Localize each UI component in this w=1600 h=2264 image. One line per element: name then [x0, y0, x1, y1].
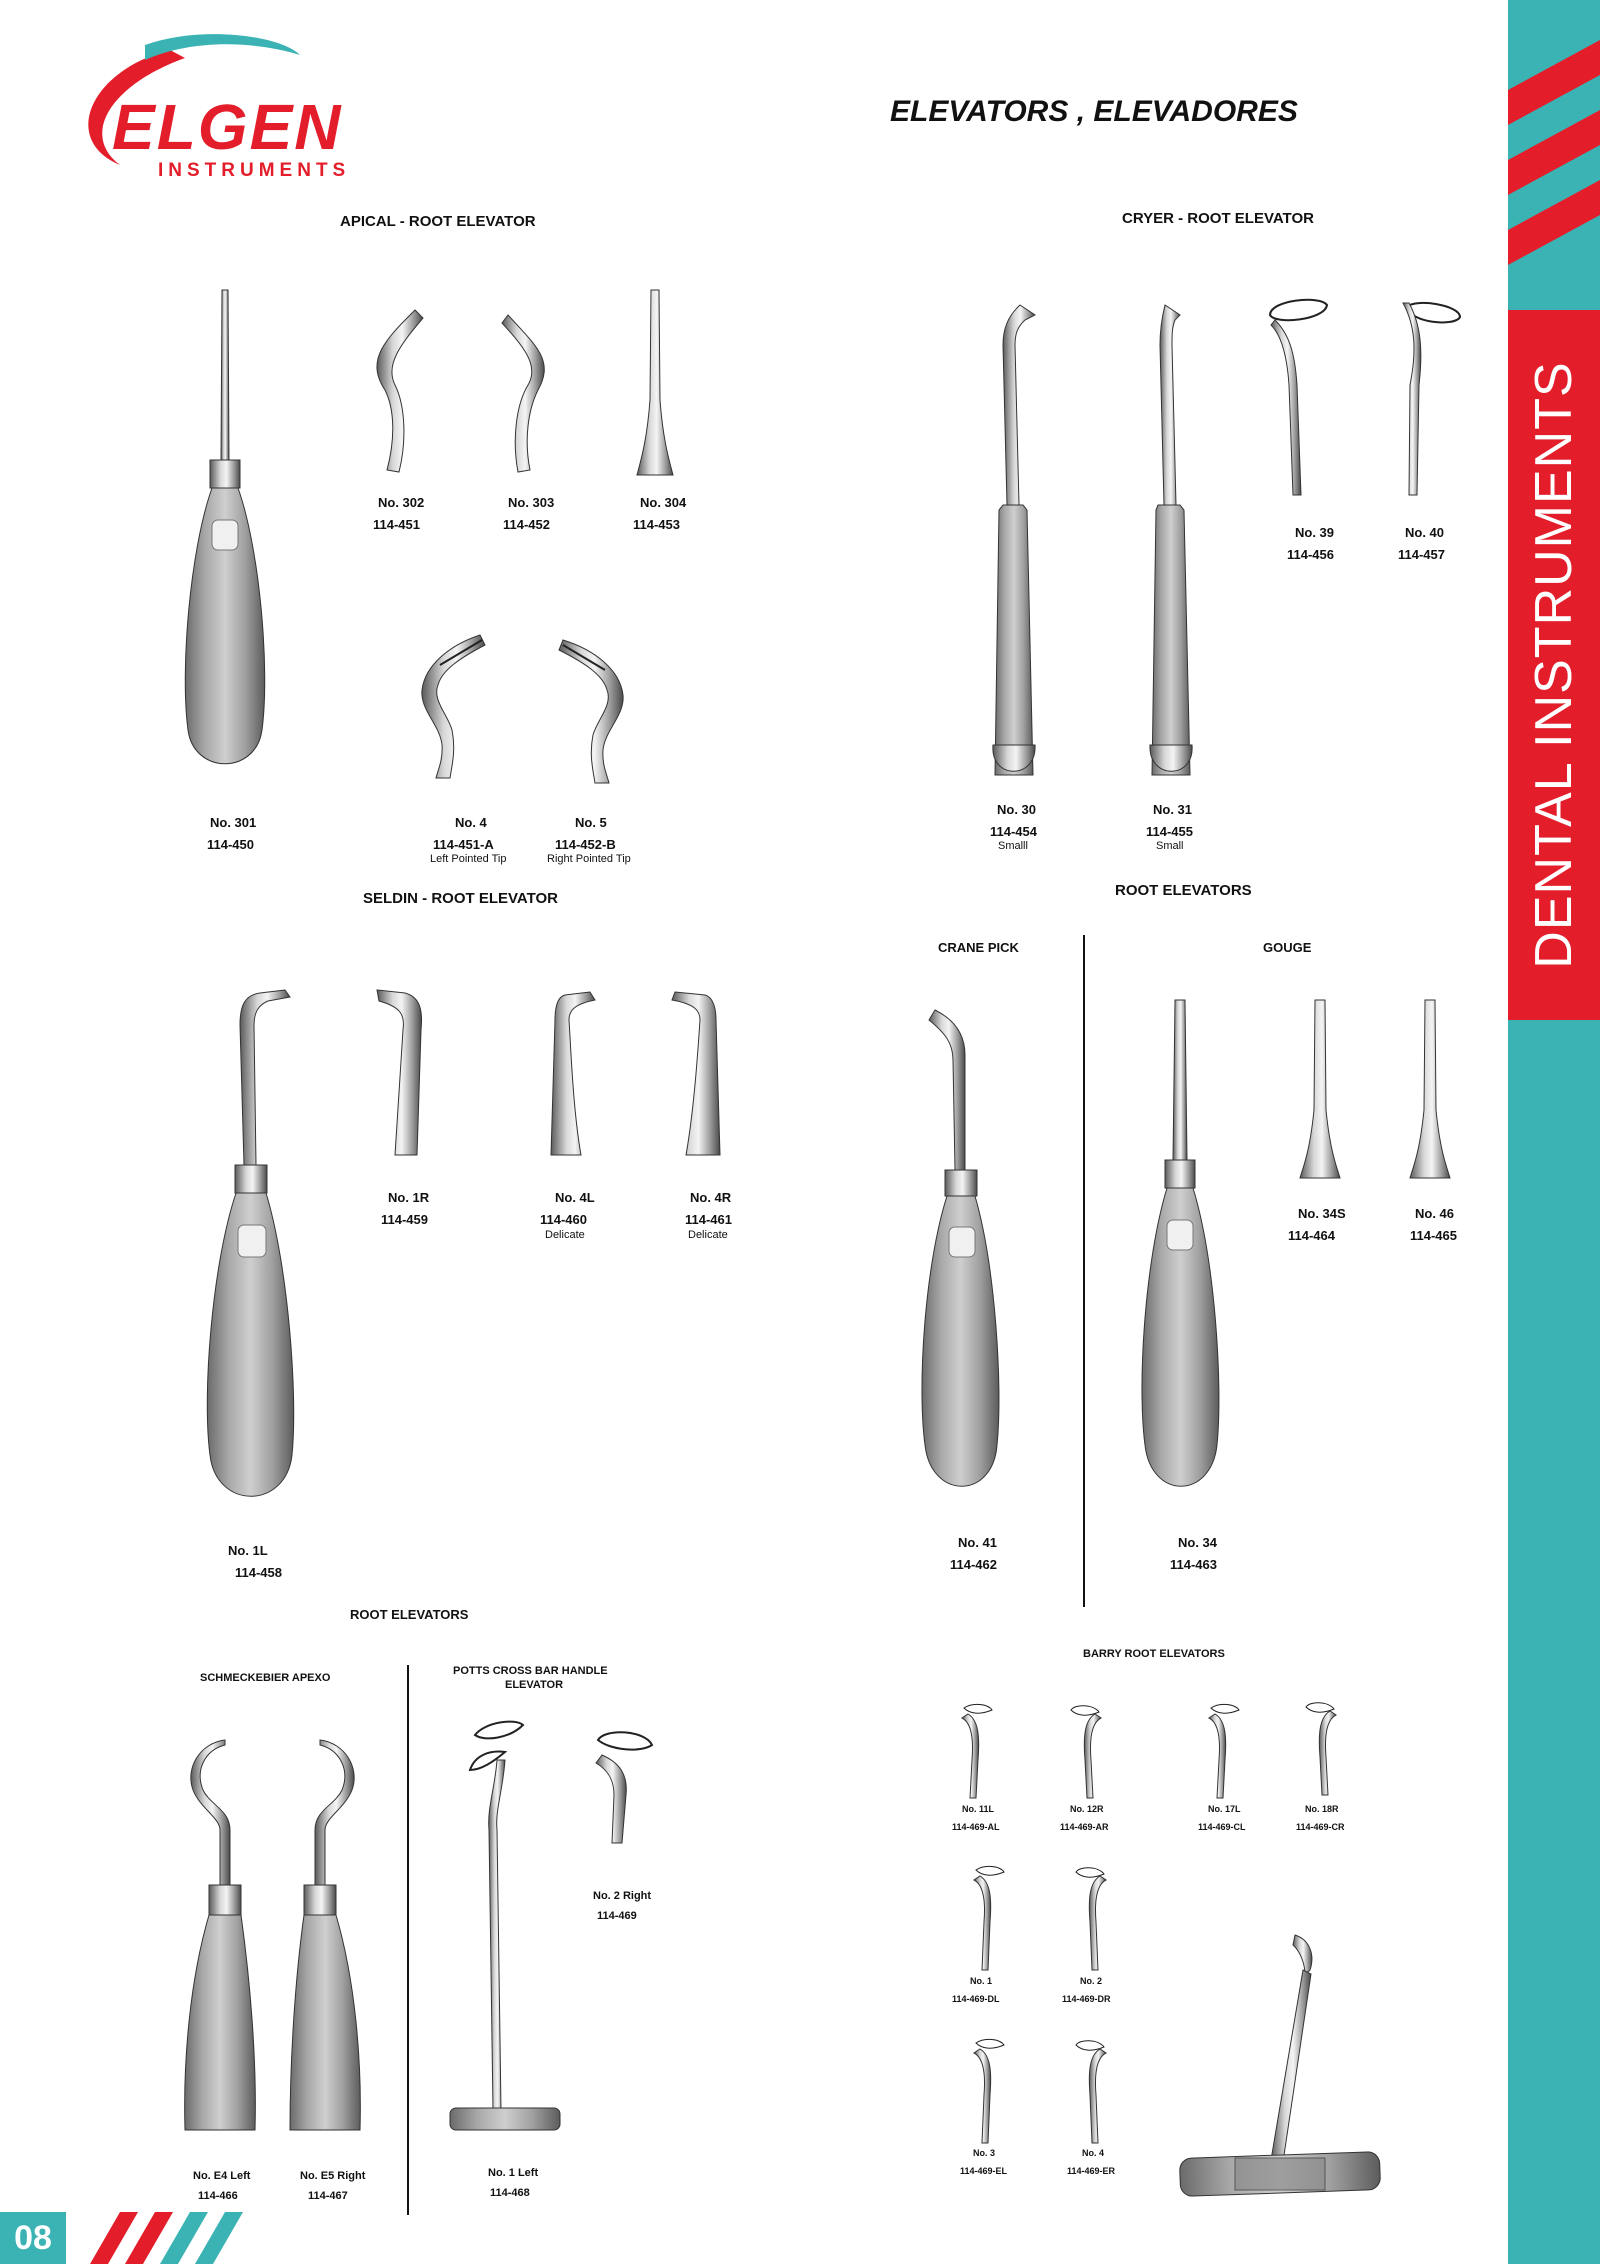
item-no: No. 302 [378, 495, 425, 510]
item-code: 114-469-AL [952, 1822, 1000, 1832]
page-number: 08 [0, 2212, 66, 2264]
gouge-title: GOUGE [1263, 940, 1312, 955]
item-code: 114-456 [1287, 547, 1334, 562]
item-code: 114-469-ER [1067, 2166, 1116, 2176]
item-code: 114-461 [685, 1212, 732, 1227]
item-code: 114-452-B [555, 837, 616, 852]
elevator-302-tip-image [365, 310, 425, 480]
schmeckebier-e5-image [290, 1740, 380, 2140]
item-no: No. 4L [555, 1190, 595, 1205]
elevator-4-tip-image [410, 630, 490, 780]
item-no: No. 46 [1415, 1206, 1455, 1221]
item-no: No. 4 [455, 815, 487, 830]
item-note: Small [1156, 840, 1184, 852]
item-code: 114-460 [540, 1212, 587, 1227]
item-no: No. 304 [640, 495, 687, 510]
item-code: 114-463 [1170, 1557, 1217, 1572]
elevator-1l-image [200, 985, 300, 1515]
item-note: Delicate [688, 1229, 728, 1241]
schmeckebier-title: SCHMECKEBIER APEXO [200, 1672, 331, 1684]
item-code: 114-452 [503, 517, 550, 532]
item-code: 114-454 [990, 824, 1037, 839]
item-code: 114-464 [1288, 1228, 1335, 1243]
item-code: 114-455 [1146, 824, 1193, 839]
item-note: Smalll [998, 840, 1028, 852]
item-code: 114-457 [1398, 547, 1445, 562]
item-no: No. E4 Left [193, 2170, 251, 2182]
item-code: 114-467 [308, 2190, 348, 2202]
elevator-30-image [975, 305, 1055, 775]
item-no: No. 3 [973, 2148, 996, 2158]
item-code: 114-468 [490, 2187, 530, 2199]
item-no: No. 1 Left [488, 2167, 539, 2179]
item-code: 114-451 [373, 517, 420, 532]
item-code: 114-450 [207, 837, 254, 852]
cryer-section-title: CRYER - ROOT ELEVATOR [1122, 210, 1314, 227]
item-no: No. 30 [997, 802, 1037, 817]
root-elevators-right-title: ROOT ELEVATORS [1115, 882, 1252, 899]
item-no: No. E5 Right [300, 2170, 366, 2182]
schmeckebier-e4-image [175, 1740, 265, 2140]
item-code: 114-469-DL [952, 1994, 1000, 2004]
item-no: No. 5 [575, 815, 607, 830]
barry-2-image [1070, 1862, 1110, 1972]
gouge-46-tip-image [1410, 1000, 1450, 1180]
item-no: No. 11L [962, 1804, 995, 1814]
item-code: 114-465 [1410, 1228, 1457, 1243]
gouge-34-image [1135, 1000, 1225, 1505]
logo-wordmark: ELGEN [112, 91, 343, 163]
item-no: No. 34 [1178, 1535, 1218, 1550]
potts-title-line2: ELEVATOR [505, 1679, 564, 1691]
barry-3-image [970, 2035, 1010, 2145]
root-elevators-left-title: ROOT ELEVATORS [350, 1607, 469, 1622]
brand-logo [50, 30, 400, 190]
item-no: No. 17L [1208, 1804, 1241, 1814]
item-code: 114-469-AR [1060, 1822, 1109, 1832]
item-no: No. 4 [1082, 2148, 1105, 2158]
elevator-301-image [180, 290, 270, 780]
item-note: Right Pointed Tip [547, 853, 631, 865]
item-no: No. 2 Right [593, 1890, 652, 1902]
footer-stripes-icon [80, 2212, 340, 2264]
barry-t-handle-elevator-image [1175, 1930, 1385, 2200]
elevator-4l-tip-image [545, 990, 605, 1160]
barry-section-title: BARRY ROOT ELEVATORS [1083, 1648, 1225, 1660]
elevator-5-tip-image [555, 635, 635, 785]
item-code: 114-469-DR [1062, 1994, 1111, 2004]
divider [1083, 935, 1085, 1607]
seldin-section-title: SELDIN - ROOT ELEVATOR [363, 890, 559, 907]
item-code: 114-451-A [433, 837, 494, 852]
gouge-34s-tip-image [1300, 1000, 1340, 1180]
elevator-304-tip-image [635, 290, 675, 480]
barry-12r-image [1065, 1700, 1105, 1800]
side-band [1508, 0, 1600, 2264]
elevator-4r-tip-image [670, 990, 730, 1160]
page-title: ELEVATORS , ELEVADORES [890, 95, 1298, 128]
barry-1-image [970, 1862, 1010, 1972]
barry-17l-image [1205, 1700, 1245, 1800]
side-label: DENTAL INSTRUMENTS [1525, 361, 1583, 969]
item-no: No. 18R [1305, 1804, 1339, 1814]
elevator-39-tip-image [1265, 295, 1335, 505]
item-no: No. 1 [970, 1976, 993, 1986]
item-no: No. 12R [1070, 1804, 1104, 1814]
item-no: No. 301 [210, 815, 257, 830]
item-no: No. 40 [1405, 525, 1445, 540]
item-no: No. 4R [690, 1190, 732, 1205]
divider [407, 1665, 409, 2215]
item-code: 114-469-CL [1198, 1822, 1246, 1832]
item-code: 114-462 [950, 1557, 997, 1572]
item-no: No. 2 [1080, 1976, 1103, 1986]
item-no: No. 1L [228, 1543, 268, 1558]
elevator-31-image [1140, 305, 1220, 775]
crane-pick-41-image [915, 1005, 1005, 1505]
item-no: No. 34S [1298, 1206, 1346, 1221]
item-code: 114-466 [198, 2190, 238, 2202]
elevator-40-tip-image [1395, 295, 1465, 505]
crane-pick-title: CRANE PICK [938, 940, 1019, 955]
item-no: No. 303 [508, 495, 555, 510]
item-no: No. 39 [1295, 525, 1335, 540]
item-code: 114-469-CR [1296, 1822, 1345, 1832]
item-note: Left Pointed Tip [430, 853, 507, 865]
barry-18r-image [1300, 1697, 1340, 1797]
item-no: No. 1R [388, 1190, 430, 1205]
item-code: 114-459 [381, 1212, 428, 1227]
barry-4-image [1070, 2035, 1110, 2145]
item-code: 114-469-EL [960, 2166, 1008, 2176]
item-code: 114-458 [235, 1565, 282, 1580]
barry-11l-image [958, 1700, 998, 1800]
logo-tagline: INSTRUMENTS [158, 160, 351, 181]
apical-section-title: APICAL - ROOT ELEVATOR [340, 213, 536, 230]
elevator-1r-tip-image [375, 985, 435, 1160]
item-no: No. 31 [1153, 802, 1193, 817]
item-code: 114-453 [633, 517, 680, 532]
potts-1-left-image [445, 1720, 565, 2135]
item-note: Delicate [545, 1229, 585, 1241]
item-code: 114-469 [597, 1910, 637, 1922]
elevator-303-tip-image [500, 315, 560, 480]
potts-2-right-image [590, 1725, 660, 1850]
potts-title-line1: POTTS CROSS BAR HANDLE [453, 1665, 608, 1677]
item-no: No. 41 [958, 1535, 998, 1550]
